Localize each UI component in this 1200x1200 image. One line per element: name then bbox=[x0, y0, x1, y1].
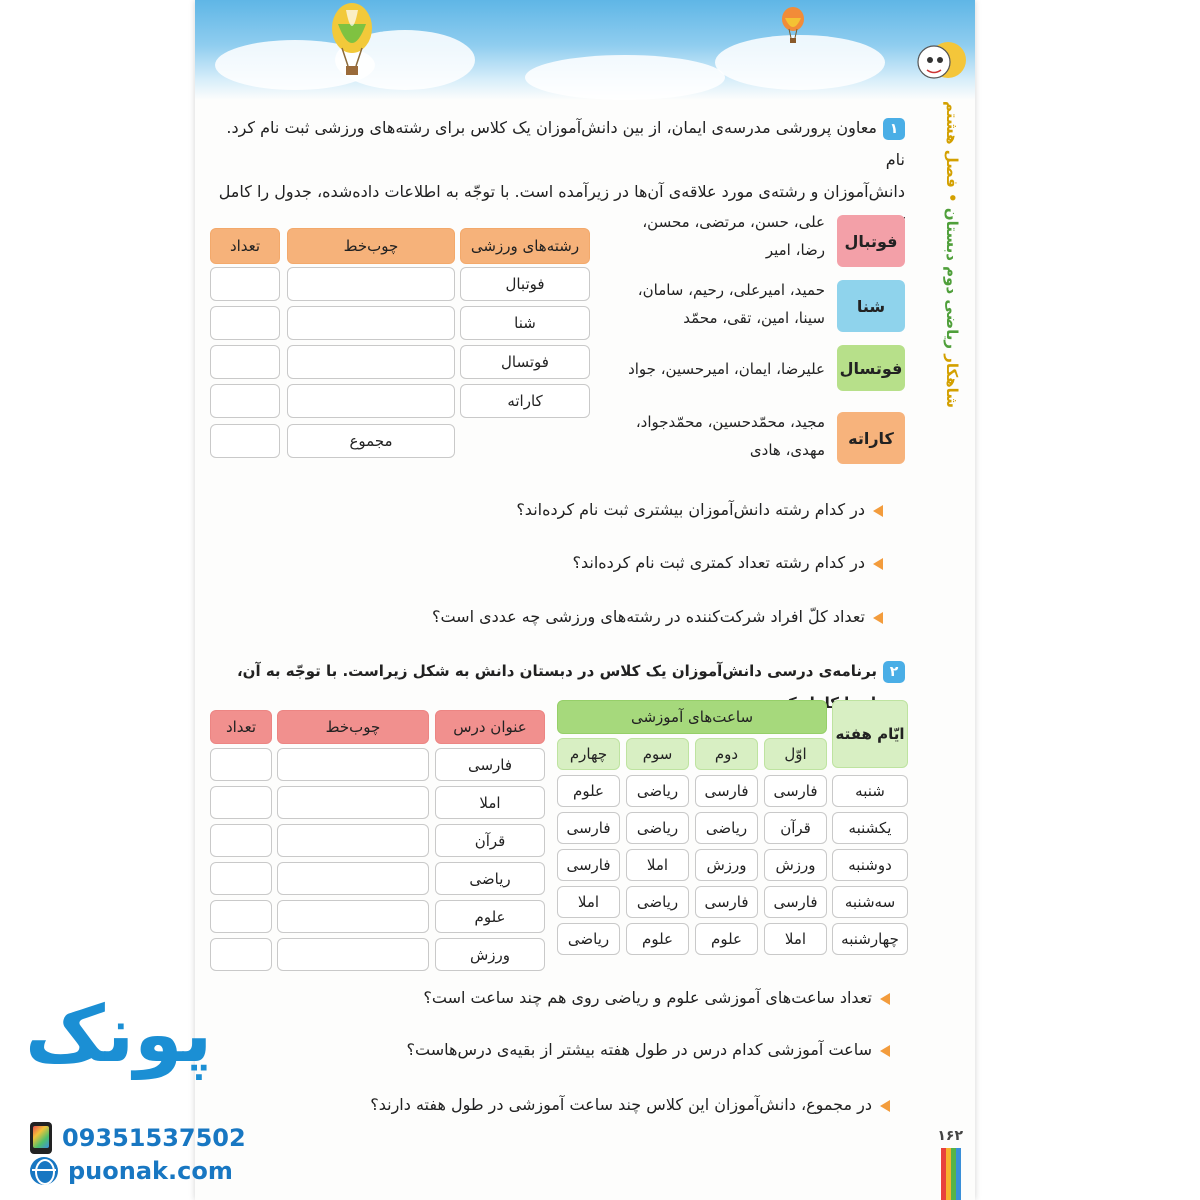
schedule-lesson: علوم bbox=[695, 923, 758, 955]
bullet-arrow-icon bbox=[873, 612, 883, 624]
q1-question-text: تعداد کلّ افراد شرکت‌کننده در رشته‌های ورزشی چه عددی است؟ bbox=[431, 607, 865, 626]
schedule-lesson: فارسی bbox=[695, 886, 758, 918]
q1-question-3 bbox=[243, 607, 883, 626]
names-line: حمید، امیرعلی، رحیم، سامان، bbox=[637, 281, 825, 299]
schedule-lesson: علوم bbox=[626, 923, 689, 955]
bullet-arrow-icon bbox=[880, 1100, 890, 1112]
q1-tally-cell[interactable] bbox=[287, 345, 455, 379]
schedule-lesson: ورزش bbox=[764, 849, 827, 881]
schedule-header-hours: ساعت‌های آموزشی bbox=[557, 700, 827, 734]
cloud bbox=[525, 55, 725, 100]
schedule-day: شنبه bbox=[832, 775, 908, 807]
globe-icon bbox=[30, 1157, 58, 1185]
bullet-arrow-icon bbox=[873, 558, 883, 570]
q2-subject-label: املا bbox=[435, 786, 545, 819]
q2-question-text: تعداد ساعت‌های آموزشی علوم و ریاضی روی هم چند ساعت است؟ bbox=[423, 988, 872, 1007]
schedule-lesson: ریاضی bbox=[626, 886, 689, 918]
sky-header bbox=[195, 0, 975, 100]
sport-tag-swimming: شنا bbox=[837, 280, 905, 332]
q1-total-label: مجموع bbox=[287, 424, 455, 458]
q2-number-badge: ۲ bbox=[883, 661, 905, 683]
q1-header-count: تعداد bbox=[210, 228, 280, 264]
names-line: علی، حسن، مرتضی، محسن، bbox=[642, 213, 825, 231]
schedule-day: چهارشنبه bbox=[832, 923, 908, 955]
q2-question-1 bbox=[250, 988, 890, 1007]
q2-tally-cell[interactable] bbox=[277, 862, 429, 895]
q1-tally-cell[interactable] bbox=[287, 384, 455, 418]
q1-question-text: در کدام رشته دانش‌آموزان بیشتری ثبت نام کرده‌اند؟ bbox=[516, 500, 865, 519]
names-line: مهدی، هادی bbox=[749, 441, 825, 459]
small-balloon-icon bbox=[780, 6, 806, 46]
names-line: رضا، امیر bbox=[765, 241, 825, 259]
schedule-lesson: املا bbox=[626, 849, 689, 881]
q2-tally-cell[interactable] bbox=[277, 748, 429, 781]
names-line: سینا، امین، تقی، محمّد bbox=[683, 309, 825, 327]
bullet-arrow-icon bbox=[880, 993, 890, 1005]
q1-count-cell[interactable] bbox=[210, 267, 280, 301]
book-page bbox=[195, 0, 975, 1200]
sport-names-karate bbox=[595, 408, 825, 464]
q2-question-text: در مجموع، دانش‌آموزان این کلاس چند ساعت آموزشی در طول هفته دارند؟ bbox=[370, 1095, 872, 1114]
schedule-lesson: علوم bbox=[557, 775, 620, 807]
page-number: ۱۶۲ bbox=[937, 1128, 963, 1144]
schedule-lesson: فارسی bbox=[764, 886, 827, 918]
side-header-chapter: فصل هشتم bbox=[943, 101, 961, 189]
watermark-site-text: puonak.com bbox=[68, 1157, 233, 1185]
q1-question-1 bbox=[283, 500, 883, 519]
q1-count-cell[interactable] bbox=[210, 384, 280, 418]
q1-header-field: رشته‌های ورزشی bbox=[460, 228, 590, 264]
q2-tally-cell[interactable] bbox=[277, 900, 429, 933]
q2-subject-label: ورزش bbox=[435, 938, 545, 971]
schedule-lesson: املا bbox=[557, 886, 620, 918]
side-header-strip bbox=[929, 80, 975, 430]
q2-count-cell[interactable] bbox=[210, 900, 272, 933]
side-header-subject: ریاضی دوم دبستان bbox=[943, 208, 961, 350]
sport-names-futsal bbox=[585, 355, 825, 383]
q1-header-tally: چوب‌خط bbox=[287, 228, 455, 264]
names-line: علیرضا، ایمان، امیرحسین، جواد bbox=[628, 360, 825, 378]
q2-question-2 bbox=[250, 1040, 890, 1059]
schedule-lesson: فارسی bbox=[695, 775, 758, 807]
sport-names-football bbox=[625, 208, 825, 264]
bullet-arrow-icon bbox=[873, 505, 883, 517]
sport-tag-football: فوتبال bbox=[837, 215, 905, 267]
q1-tally-cell[interactable] bbox=[287, 267, 455, 301]
side-header-book: شاهکار bbox=[943, 354, 961, 409]
hot-air-balloon-icon bbox=[330, 2, 374, 80]
q2-header-subject: عنوان درس bbox=[435, 710, 545, 744]
schedule-period-2: دوم bbox=[695, 738, 758, 770]
q2-count-cell[interactable] bbox=[210, 786, 272, 819]
schedule-lesson: املا bbox=[764, 923, 827, 955]
schedule-period-4: چهارم bbox=[557, 738, 620, 770]
schedule-lesson: ریاضی bbox=[626, 812, 689, 844]
q2-subject-label: فارسی bbox=[435, 748, 545, 781]
q2-count-cell[interactable] bbox=[210, 824, 272, 857]
q1-number-badge: ۱ bbox=[883, 118, 905, 140]
q1-question-text: در کدام رشته تعداد کمتری ثبت نام کرده‌اند؟ bbox=[572, 553, 865, 572]
names-line: مجید، محمّدحسین، محمّدجواد، bbox=[635, 413, 825, 431]
schedule-lesson: قرآن bbox=[764, 812, 827, 844]
watermark-site bbox=[30, 1157, 233, 1185]
schedule-lesson: فارسی bbox=[764, 775, 827, 807]
q2-header-tally: چوب‌خط bbox=[277, 710, 429, 744]
q1-question-2 bbox=[283, 553, 883, 572]
q2-tally-cell[interactable] bbox=[277, 786, 429, 819]
q1-tally-cell[interactable] bbox=[287, 306, 455, 340]
q1-row-label: کاراته bbox=[460, 384, 590, 418]
q1-total-cell[interactable] bbox=[210, 424, 280, 458]
q2-count-cell[interactable] bbox=[210, 862, 272, 895]
schedule-day: یکشنبه bbox=[832, 812, 908, 844]
q2-count-cell[interactable] bbox=[210, 938, 272, 971]
q1-row-label: فوتسال bbox=[460, 345, 590, 379]
schedule-lesson: فارسی bbox=[557, 849, 620, 881]
schedule-lesson: ورزش bbox=[695, 849, 758, 881]
q2-subject-label: علوم bbox=[435, 900, 545, 933]
q1-count-cell[interactable] bbox=[210, 345, 280, 379]
color-stripes bbox=[941, 1148, 961, 1200]
q2-line1: برنامه‌ی درسی دانش‌آموزان یک کلاس در دبستان دانش به شکل زیراست. با توجّه به آن، bbox=[236, 662, 877, 680]
q2-tally-cell[interactable] bbox=[277, 824, 429, 857]
q2-subject-label: ریاضی bbox=[435, 862, 545, 895]
watermark-phone-text: 09351537502 bbox=[62, 1124, 246, 1152]
schedule-header-days: ایّام هفته bbox=[832, 700, 908, 768]
watermark-logo: پونک bbox=[25, 990, 213, 1080]
q1-row-label: شنا bbox=[460, 306, 590, 340]
schedule-lesson: فارسی bbox=[557, 812, 620, 844]
q1-line1: معاون پرورشی مدرسه‌ی ایمان، از بین دانش‌آموزان یک کلاس برای رشته‌های ورزشی ثبت نام کرد. نام bbox=[226, 118, 905, 169]
schedule-day: سه‌شنبه bbox=[832, 886, 908, 918]
schedule-day: دوشنبه bbox=[832, 849, 908, 881]
schedule-period-3: سوم bbox=[626, 738, 689, 770]
q2-count-cell[interactable] bbox=[210, 748, 272, 781]
q2-question-text: ساعت آموزشی کدام درس در طول هفته بیشتر از بقیه‌ی درس‌هاست؟ bbox=[406, 1040, 872, 1059]
sport-names-swimming bbox=[595, 276, 825, 332]
schedule-lesson: ریاضی bbox=[626, 775, 689, 807]
q2-question-3 bbox=[230, 1095, 890, 1114]
side-header-text: شاهکار ریاضی دوم دبستان • فصل هشتم bbox=[943, 101, 961, 409]
schedule-lesson: ریاضی bbox=[695, 812, 758, 844]
q1-row-label: فوتبال bbox=[460, 267, 590, 301]
schedule-lesson: ریاضی bbox=[557, 923, 620, 955]
q1-count-cell[interactable] bbox=[210, 306, 280, 340]
q2-header-count: تعداد bbox=[210, 710, 272, 744]
q2-subject-label: قرآن bbox=[435, 824, 545, 857]
q1-line2: دانش‌آموزان و رشته‌ی مورد علاقه‌ی آن‌ها در زیرآمده است. با توجّه به اطلاعات داده‌شده، جدول را کامل bbox=[218, 182, 905, 201]
sport-tag-karate: کاراته bbox=[837, 412, 905, 464]
watermark-phone bbox=[30, 1122, 246, 1154]
schedule-period-1: اوّل bbox=[764, 738, 827, 770]
bullet-arrow-icon bbox=[880, 1045, 890, 1057]
q2-tally-cell[interactable] bbox=[277, 938, 429, 971]
phone-icon bbox=[30, 1122, 52, 1154]
sport-tag-futsal: فوتسال bbox=[837, 345, 905, 391]
